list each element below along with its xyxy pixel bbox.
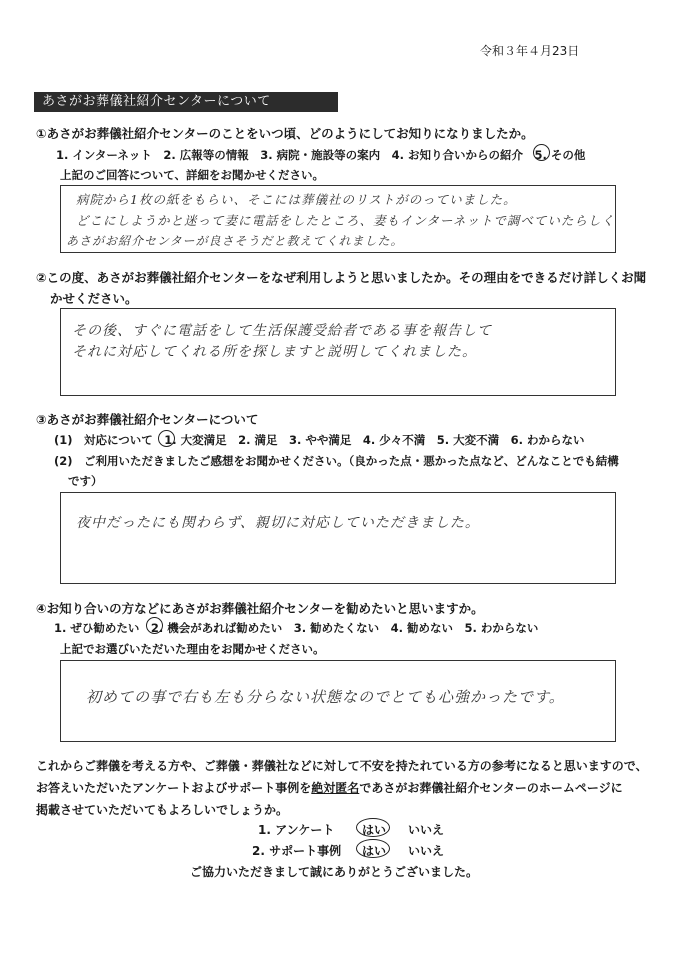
consent-label-support: 2. サポート事例 [252,844,342,858]
selected-option-circle [533,144,550,161]
consent-yes-support: はい [362,844,387,858]
survey-date: 令和３年４月23日 [480,44,580,58]
footer-line-3: 掲載させていただいてもよろしいでしょうか。 [36,803,289,817]
question-1-followup: 上記のご回答について、詳細をお聞かせください。 [60,168,325,182]
consent-no-survey: いいえ [408,823,445,837]
consent-label-survey: 1. アンケート [258,823,335,837]
consent-yes-circle [356,818,390,837]
footer-text: お答えいただいたアンケートおよびサポート事例を [36,781,312,795]
question-2: ②この度、あさがお葬儀社紹介センターをなぜ利用しようと思いましたか。その理由をできるだけ詳しくお聞 [36,270,647,285]
selected-option-circle [158,430,175,447]
question-2-continued: かせください。 [50,291,138,306]
footer-line-2 [36,779,623,796]
question-1-options: 1. インターネット 2. 広報等の情報 3. 病院・施設等の案内 4. お知り合いからの紹介 5. その他 [56,148,586,162]
handwritten-answer-line: 病院から1枚の紙をもらい、そこには葬儀社のリストがのっていました。 [76,192,517,207]
answer-box-3 [60,492,616,584]
consent-yes-survey: はい [362,823,387,837]
question-1: ①あさがお葬儀社紹介センターのことをいつ頃、どのようにしてお知りになりましたか。 [36,126,534,141]
question-3-sub2: (2) ご利用いただきましたご感想をお聞かせください。（良かった点・悪かった点など、どんなことでも結構 [54,454,619,468]
handwritten-answer-line: あさがお紹介センターが良さそうだと教えてくれました。 [66,234,404,248]
selected-option-circle [146,617,163,634]
handwritten-answer-line: その後、すぐに電話をして生活保護受給者である事を報告して [72,323,492,339]
question-4-followup: 上記でお選びいただいた理由をお聞かせください。 [60,642,325,656]
footer-text: であさがお葬儀社紹介センターのホームページに [359,781,623,795]
thanks-message: ご協力いただきまして誠にありがとうございました。 [190,865,479,879]
anonymous-emphasis: 絶対匿名 [311,781,360,795]
handwritten-answer-line: それに対応してくれる所を探しますと説明してくれました。 [72,344,477,360]
section-title: あさがお葬儀社紹介センターについて [34,92,338,112]
consent-yes-circle [356,839,390,858]
handwritten-answer-line: どこにしようかと迷って妻に電話をしたところ、妻もインターネットで調べていたらしく [76,213,615,228]
consent-no-support: いいえ [408,844,445,858]
question-4-options: 1. ぜひ勧めたい 2. 機会があれば勧めたい 3. 勧めたくない 4. 勧めない 5. わからない [54,621,539,635]
question-3-sub2-continued: です） [68,474,103,488]
question-3: ③あさがお葬儀社紹介センターについて [36,412,259,427]
question-3-options: (1) 対応について 1. 大変満足 2. 満足 3. やや満足 4. 少々不満 5. 大変不満 6. わからない [54,433,585,447]
footer-line-1: これからご葬儀を考える方や、ご葬儀・葬儀社などに対して不安を持たれている方の参考になると思いますので、 [36,759,648,773]
handwritten-answer-line: 初めての事で右も左も分らない状態なのでとても心強かったです。 [86,688,565,706]
question-4: ④お知り合いの方などにあさがお葬儀社紹介センターを勧めたいと思いますか。 [36,601,484,616]
handwritten-answer-line: 夜中だったにも関わらず、親切に対応していただきました。 [76,515,480,531]
